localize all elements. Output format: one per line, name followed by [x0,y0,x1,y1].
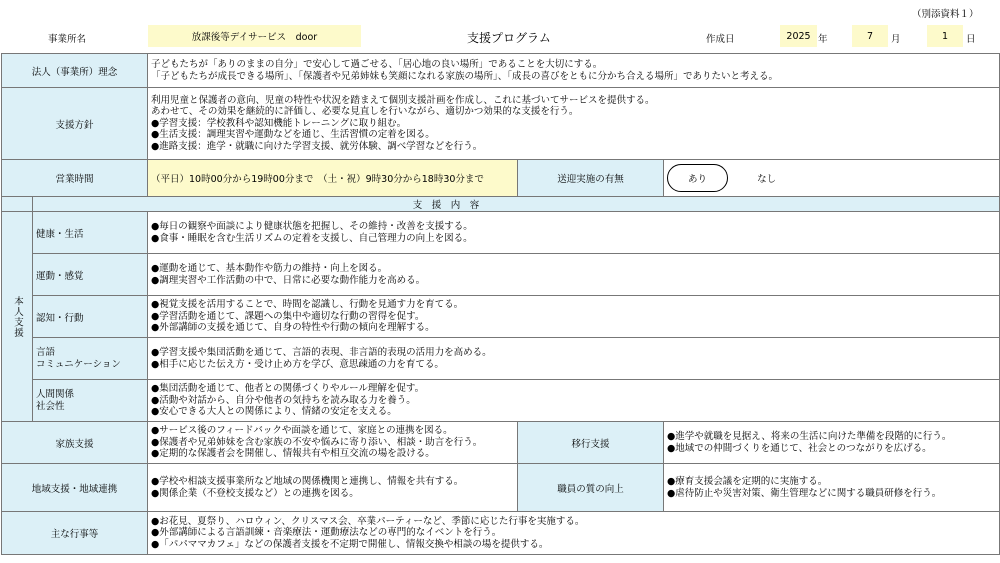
support-header: 支 援 内 容 [33,197,1000,212]
content-line: ●関係企業（不登校支援など）との連携を図る。 [151,487,359,499]
self-support-item-content [148,254,1000,296]
policy-line: ●学習支援：学校教科や認知機能トレーニングに取り組む。 [151,117,407,129]
self-support-item-label: 運動・感覚 [33,254,148,296]
day-value: 1 [941,30,949,42]
content-line: ●学校や相談支援事業所など地域の関係機関と連携し、情報を共有する。 [151,476,464,487]
self-support-item-label [33,338,148,380]
community-content [148,464,518,512]
hours-row [2,160,1000,197]
hours-value: （平日）10時00分から19時00分まで （土・祝）9時30分から18時30分まで [148,160,518,197]
label-line: コミュニケーション [36,358,121,370]
policy-label: 支援方針 [2,88,148,160]
self-support-label: 本人支援 [12,295,23,338]
community-staff-row [2,464,1000,512]
content-line: ●療育支援会議を定期的に実施する。 [667,476,828,487]
philosophy-line: 「子どもたちが成長できる場所」、「保護者や兄弟姉妹も笑顔になれる家族の場所」、「成長の喜びをともに分かち合える場所」でありたいと考える。 [151,70,779,82]
self-support-row [2,212,1000,254]
content-line: ●活動や対話から、自分や他者の気持ちを読み取る力を養う。 [151,394,416,406]
philosophy-content [148,54,1000,88]
staff-content [664,464,1000,512]
content-line: ●学習活動を通じて、課題への集中や適切な行動の習得を促す。 [151,310,425,322]
content-line: ●集団活動を通じて、他者との関係づくりやルール理解を促す。 [151,383,425,395]
year-unit: 年 [818,34,828,45]
family-transition-row [2,422,1000,464]
hours-label: 営業時間 [2,160,148,197]
month-value: 7 [866,30,874,42]
policy-line: あわせて、その効果を継続的に評価し、必要な見直しを行いながら、適切かつ効果的な支援を行う。 [151,106,579,118]
label-line: 社会性 [36,400,65,412]
day-field [927,25,963,47]
content-line: ●定期的な保護者会を開催し、情報共有や相互交流の場を設ける。 [151,448,435,460]
month-unit: 月 [891,34,901,45]
self-support-row [2,254,1000,296]
transition-label: 移行支援 [518,422,664,464]
year-value: 2025 [786,30,811,42]
content-line: ●保護者や兄弟姉妹を含む家族の不安や悩みに寄り添い、相談・助言を行う。 [151,436,483,448]
self-support-item-label: 健康・生活 [33,212,148,254]
staff-label: 職員の質の向上 [518,464,664,512]
policy-line: 利用児童と保護者の意向、児童の特性や状況を踏まえて個別支援計画を作成し、これに基づいてサービスを提供する。 [151,94,655,106]
content-line: ●地域での仲間づくりを通じて、社会とのつながりを広げる。 [667,442,932,454]
label-line: 言語 [36,347,56,358]
transport-yes-circled: あり [667,164,728,192]
support-header-left [2,197,33,212]
office-name: 放課後等デイサービス door [191,32,318,43]
content-line: ●進学や就職を見据え、将来の生活に向けた準備を段階的に行う。 [667,431,952,442]
policy-row [2,88,1000,160]
content-line: ●安心できる大人との関係により、情緒の安定を支える。 [151,406,397,418]
self-support-row [2,380,1000,422]
self-support-item-content [148,212,1000,254]
transition-content [664,422,1000,464]
support-program-table [1,53,1000,555]
office-label: 事業所名 [48,34,87,45]
content-line: ●調理実習や工作活動の中で、日常に必要な動作能力を高める。 [151,274,426,286]
philosophy-line: 子どもたちが「ありのままの自分」で安心して過ごせる、「居心地の良い場所」であることを大切にする。 [151,59,603,70]
content-line: ●虐待防止や災害対策、衛生管理などに関する職員研修を行う。 [667,487,942,499]
policy-line: ●生活支援：調理実習や運動などを通じ、生活習慣の定着を図る。 [151,129,435,141]
content-line: ●外部講師による言語訓練・音楽療法・運動療法などの専門的なイベントを行う。 [151,527,502,539]
community-label: 地域支援・地域連携 [2,464,148,512]
transport-no: なし [757,174,777,185]
content-line: ●運動を通じて、基本動作や筋力の維持・向上を図る。 [151,263,388,274]
events-row [2,512,1000,555]
self-support-item-label: 認知・行動 [33,296,148,338]
self-support-label-cell [2,212,33,422]
office-name-field [148,25,361,47]
content-line: ●学習支援や集団活動を通じて、言語的表現、非言語的表現の活用力を高める。 [151,347,492,358]
family-content [148,422,518,464]
content-line: ●食事・睡眠を含む生活リズムの定着を支援し、自己管理力の向上を図る。 [151,232,473,244]
content-line: ●サービス後のフィードバックや面談を通じて、家庭との連携を図る。 [151,425,453,437]
content-line: ●視覚支援を活用することで、時間を認識し、行動を見通す力を育てる。 [151,299,464,311]
label-line: 人間関係 [36,389,75,400]
philosophy-label: 法人（事業所）理念 [2,54,148,88]
transport-options [664,160,1000,197]
content-line: ●毎日の観察や面談により健康状態を把握し、その維持・改善を支援する。 [151,221,473,232]
self-support-row [2,338,1000,380]
family-label: 家族支援 [2,422,148,464]
self-support-item-label [33,380,148,422]
month-field [852,25,888,47]
policy-line: ●進路支援：進学・就職に向けた学習支援、就労体験、調べ学習などを行う。 [151,140,483,152]
self-support-item-content [148,296,1000,338]
philosophy-row [2,54,1000,88]
policy-content [148,88,1000,160]
year-field [780,25,817,47]
transport-label: 送迎実施の有無 [518,160,664,197]
events-content [148,512,1000,555]
support-header-row [2,197,1000,212]
self-support-row [2,296,1000,338]
content-line: ●相手に応じた伝え方・受け止め方を学び、意思疎通の力を育てる。 [151,358,444,370]
content-line: ●「パパママカフェ」などの保護者支援を不定期で開催し、情報交換や相談の場を提供する。 [151,538,549,550]
self-support-item-content [148,338,1000,380]
day-unit: 日 [966,34,976,45]
content-line: ●お花見、夏祭り、ハロウィン、クリスマス会、卒業パーティーなど、季節に応じた行事を実施する。 [151,515,585,527]
content-line: ●外部講師の支援を通じて、自身の特性や行動の傾向を理解する。 [151,322,435,334]
events-label: 主な行事等 [2,512,148,555]
attachment-label: （別添資料１） [912,9,979,20]
self-support-item-content [148,380,1000,422]
page-title: 支援プログラム [467,31,551,45]
created-label: 作成日 [706,34,735,45]
